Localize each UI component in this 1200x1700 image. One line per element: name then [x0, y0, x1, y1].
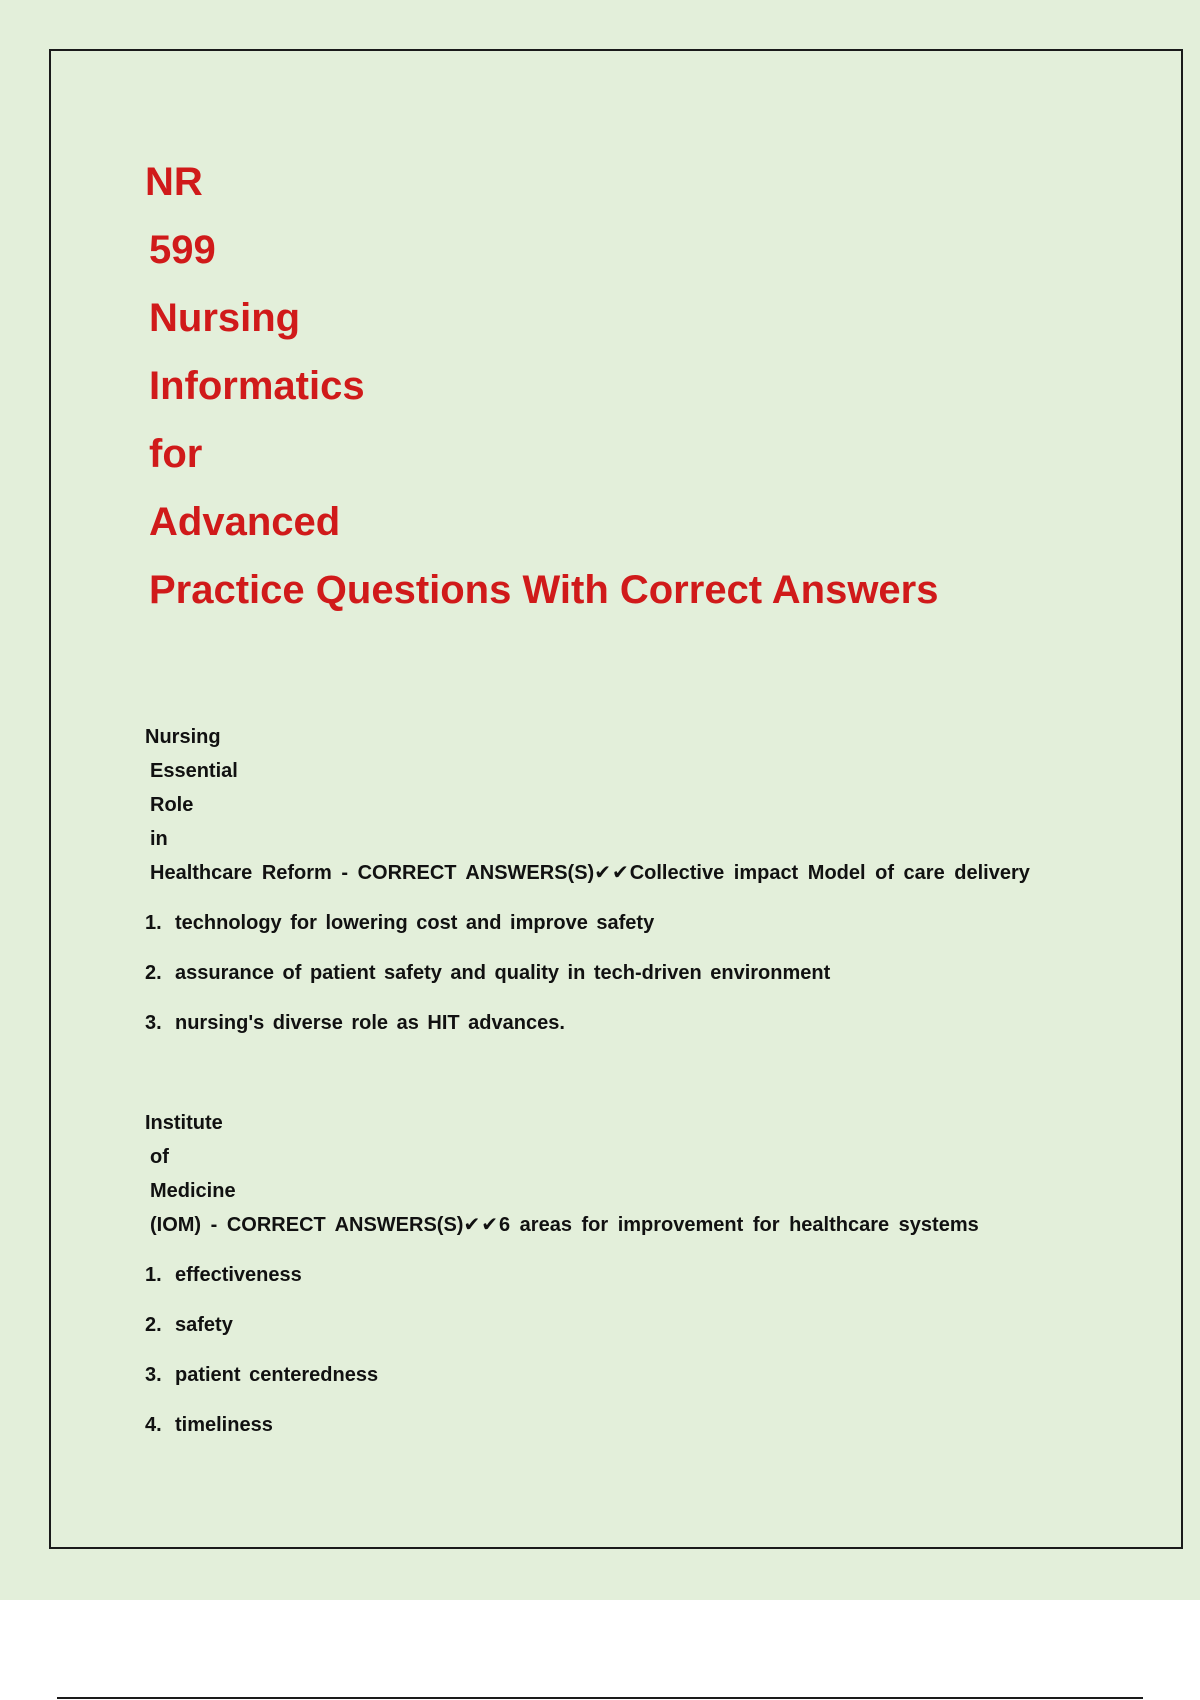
question-line: in: [150, 828, 168, 850]
title-line: for: [149, 432, 203, 476]
question-line: Nursing: [145, 726, 221, 748]
item-number: 2.: [145, 962, 162, 984]
title-line: Practice Questions With Correct Answers: [149, 568, 939, 612]
title-line: Nursing: [149, 296, 301, 340]
item-number: 1.: [145, 1264, 162, 1286]
question-line: Essential: [150, 760, 238, 782]
answer-lead: 6 areas for improvement for healthcare systems: [498, 1214, 979, 1236]
item-number: 1.: [145, 912, 162, 934]
footer-divider: [57, 1697, 1143, 1699]
item-text: effectiveness: [175, 1264, 302, 1286]
title-line: 599: [149, 228, 216, 272]
question-prefix: Healthcare Reform - CORRECT ANSWERS(S): [150, 862, 595, 884]
item-text: timeliness: [175, 1414, 273, 1436]
item-text: safety: [175, 1314, 233, 1336]
question-answer-line: [150, 856, 1030, 890]
question-prefix: (IOM) - CORRECT ANSWERS(S): [150, 1214, 464, 1236]
answer-lead: Collective impact Model of care delivery: [629, 862, 1030, 884]
answer-item: [145, 1258, 979, 1292]
item-number: 3.: [145, 1012, 162, 1034]
question-line: Institute: [145, 1112, 223, 1134]
check-mark-icon: ✔✔: [463, 1214, 499, 1236]
title-line: Informatics: [149, 364, 365, 408]
answer-item: [145, 956, 1030, 990]
title-line: NR: [145, 160, 203, 204]
item-number: 3.: [145, 1364, 162, 1386]
question-line: Medicine: [150, 1180, 236, 1202]
item-number: 4.: [145, 1414, 162, 1436]
item-text: technology for lowering cost and improve safety: [175, 912, 655, 934]
question-line: Role: [150, 794, 194, 816]
item-text: patient centeredness: [175, 1364, 379, 1386]
answer-item: [145, 1408, 979, 1442]
answer-item: [145, 906, 1030, 940]
item-number: 2.: [145, 1314, 162, 1336]
check-mark-icon: ✔✔: [594, 862, 630, 884]
question-answer-line: [150, 1208, 979, 1242]
title-line: Advanced: [149, 500, 341, 544]
answer-item: [145, 1006, 1030, 1040]
question-block-nursing-role: [145, 720, 1030, 1040]
question-line: of: [150, 1146, 169, 1168]
item-text: nursing's diverse role as HIT advances.: [175, 1012, 565, 1034]
question-block-iom: [145, 1106, 979, 1442]
answer-item: [145, 1358, 979, 1392]
item-text: assurance of patient safety and quality in tech-driven environment: [175, 962, 831, 984]
document-title: [145, 148, 939, 624]
answer-item: [145, 1308, 979, 1342]
